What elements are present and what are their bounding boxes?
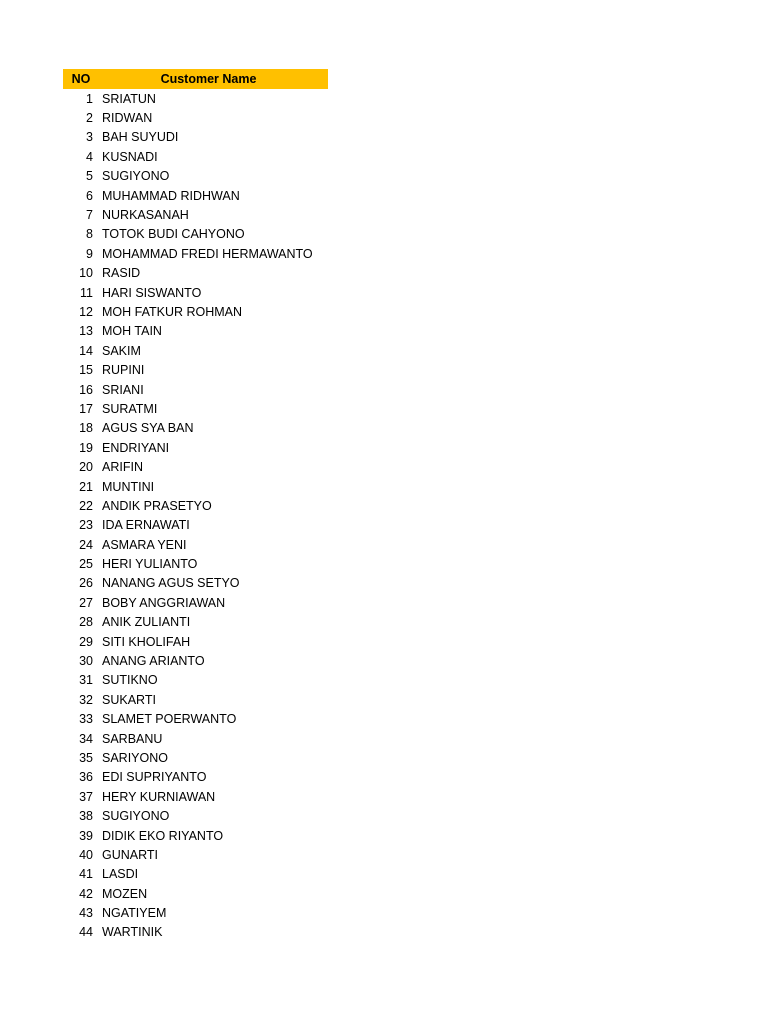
table-row [63, 729, 328, 748]
table-row [63, 787, 328, 806]
table-row [63, 845, 328, 864]
table-row [63, 923, 328, 942]
customer-name: MOH FATKUR ROHMAN [102, 304, 243, 319]
row-number: 41 [79, 867, 93, 882]
row-number: 2 [86, 111, 93, 126]
table-row [63, 341, 328, 360]
row-number: 33 [79, 712, 93, 727]
customer-name: HERI YULIANTO [102, 557, 198, 572]
row-number: 13 [79, 324, 93, 339]
header-customer-name: Customer Name [160, 72, 257, 86]
table-row [63, 593, 328, 612]
table-row [63, 535, 328, 554]
table-row [63, 574, 328, 593]
table-row [63, 457, 328, 476]
table-row [63, 225, 328, 244]
header-no: NO [71, 72, 91, 86]
customer-name: MOH TAIN [102, 324, 162, 339]
customer-name: IDA ERNAWATI [102, 518, 190, 533]
table-row [63, 167, 328, 186]
table-row [63, 283, 328, 302]
row-number: 21 [79, 479, 93, 494]
table-row [63, 554, 328, 573]
table-row [63, 322, 328, 341]
table-row [63, 380, 328, 399]
row-number: 14 [79, 343, 93, 358]
customer-name: SARIYONO [102, 750, 168, 765]
customer-name: LASDI [102, 867, 139, 882]
table-row [63, 690, 328, 709]
row-number: 4 [86, 149, 93, 164]
table-row [63, 477, 328, 496]
table-row [63, 108, 328, 127]
table-row [63, 613, 328, 632]
customer-name: ANDIK PRASETYO [102, 498, 212, 513]
customer-name: AGUS SYA BAN [102, 421, 194, 436]
customer-name: MUHAMMAD RIDHWAN [102, 188, 240, 203]
table-row [63, 264, 328, 283]
table-header [63, 69, 328, 89]
row-number: 43 [79, 906, 93, 921]
customer-name: EDI SUPRIYANTO [102, 770, 207, 785]
row-number: 38 [79, 809, 93, 824]
customer-name: GUNARTI [102, 847, 159, 862]
customer-name: SAKIM [102, 343, 141, 358]
customer-name: RUPINI [102, 363, 145, 378]
customer-name: SUGIYONO [102, 809, 170, 824]
table-row [63, 89, 328, 108]
table-row [63, 147, 328, 166]
row-number: 5 [86, 169, 93, 184]
customer-name: SUTIKNO [102, 673, 158, 688]
customer-name: SURATMI [102, 401, 158, 416]
table-row [63, 399, 328, 418]
customer-name: DIDIK EKO RIYANTO [102, 828, 224, 843]
row-number: 18 [79, 421, 93, 436]
row-number: 8 [86, 227, 93, 242]
row-number: 3 [86, 130, 93, 145]
customer-name: SARBANU [102, 731, 163, 746]
row-number: 35 [79, 750, 93, 765]
table-row [63, 244, 328, 263]
row-number: 37 [79, 789, 93, 804]
customer-name: KUSNADI [102, 149, 158, 164]
row-number: 39 [79, 828, 93, 843]
row-number: 36 [79, 770, 93, 785]
table-row [63, 302, 328, 321]
row-number: 28 [79, 615, 93, 630]
customer-name: NANANG AGUS SETYO [102, 576, 240, 591]
table-row [63, 205, 328, 224]
table-row [63, 651, 328, 670]
row-number: 26 [79, 576, 93, 591]
row-number: 6 [86, 188, 93, 203]
customer-name: RIDWAN [102, 111, 153, 126]
row-number: 29 [79, 634, 93, 649]
customer-name: MOHAMMAD FREDI HERMAWANTO [102, 246, 313, 261]
customer-name: SUKARTI [102, 692, 156, 707]
row-number: 30 [79, 654, 93, 669]
row-number: 7 [86, 208, 93, 223]
row-number: 34 [79, 731, 93, 746]
row-number: 27 [79, 595, 93, 610]
table-row [63, 884, 328, 903]
customer-name: BAH SUYUDI [102, 130, 179, 145]
customer-name: TOTOK BUDI CAHYONO [102, 227, 245, 242]
table-row [63, 671, 328, 690]
row-number: 10 [79, 266, 93, 281]
table-row [63, 903, 328, 922]
customer-name: SITI KHOLIFAH [102, 634, 191, 649]
row-number: 15 [79, 363, 93, 378]
table-row [63, 826, 328, 845]
row-number: 9 [86, 246, 93, 261]
customer-name: MUNTINI [102, 479, 155, 494]
row-number: 31 [79, 673, 93, 688]
row-number: 19 [79, 440, 93, 455]
table-row [63, 438, 328, 457]
table-row [63, 496, 328, 515]
customer-name: HERY KURNIAWAN [102, 789, 216, 804]
customer-name: BOBY ANGGRIAWAN [102, 595, 226, 610]
customer-name: MOZEN [102, 886, 148, 901]
row-number: 40 [79, 847, 93, 862]
customer-name: RASID [102, 266, 141, 281]
customer-name: ENDRIYANI [102, 440, 170, 455]
customer-name: NGATIYEM [102, 906, 167, 921]
row-number: 32 [79, 692, 93, 707]
customer-name: SUGIYONO [102, 169, 170, 184]
customer-name: SRIATUN [102, 91, 156, 106]
table-body [63, 89, 328, 942]
table-row [63, 186, 328, 205]
row-number: 20 [79, 460, 93, 475]
row-number: 24 [79, 537, 93, 552]
row-number: 1 [86, 91, 93, 106]
row-number: 42 [79, 886, 93, 901]
table-row [63, 748, 328, 767]
customer-table [63, 69, 328, 942]
customer-name: NURKASANAH [102, 208, 189, 223]
customer-name: ANIK ZULIANTI [102, 615, 191, 630]
row-number: 16 [79, 382, 93, 397]
customer-name: ASMARA YENI [102, 537, 187, 552]
row-number: 44 [79, 925, 93, 940]
table-row [63, 806, 328, 825]
table-row [63, 128, 328, 147]
table-row [63, 710, 328, 729]
table-row [63, 768, 328, 787]
customer-name: ANANG ARIANTO [102, 654, 205, 669]
customer-name: ARIFIN [102, 460, 143, 475]
table-row [63, 360, 328, 379]
row-number: 12 [79, 304, 93, 319]
row-number: 25 [79, 557, 93, 572]
row-number: 22 [79, 498, 93, 513]
customer-name: SLAMET POERWANTO [102, 712, 237, 727]
row-number: 17 [79, 401, 93, 416]
row-number: 11 [80, 285, 93, 300]
table-row [63, 516, 328, 535]
table-row [63, 865, 328, 884]
table-row [63, 419, 328, 438]
customer-name: WARTINIK [102, 925, 163, 940]
customer-name: HARI SISWANTO [102, 285, 202, 300]
table-row [63, 632, 328, 651]
row-number: 23 [79, 518, 93, 533]
customer-name: SRIANI [102, 382, 144, 397]
